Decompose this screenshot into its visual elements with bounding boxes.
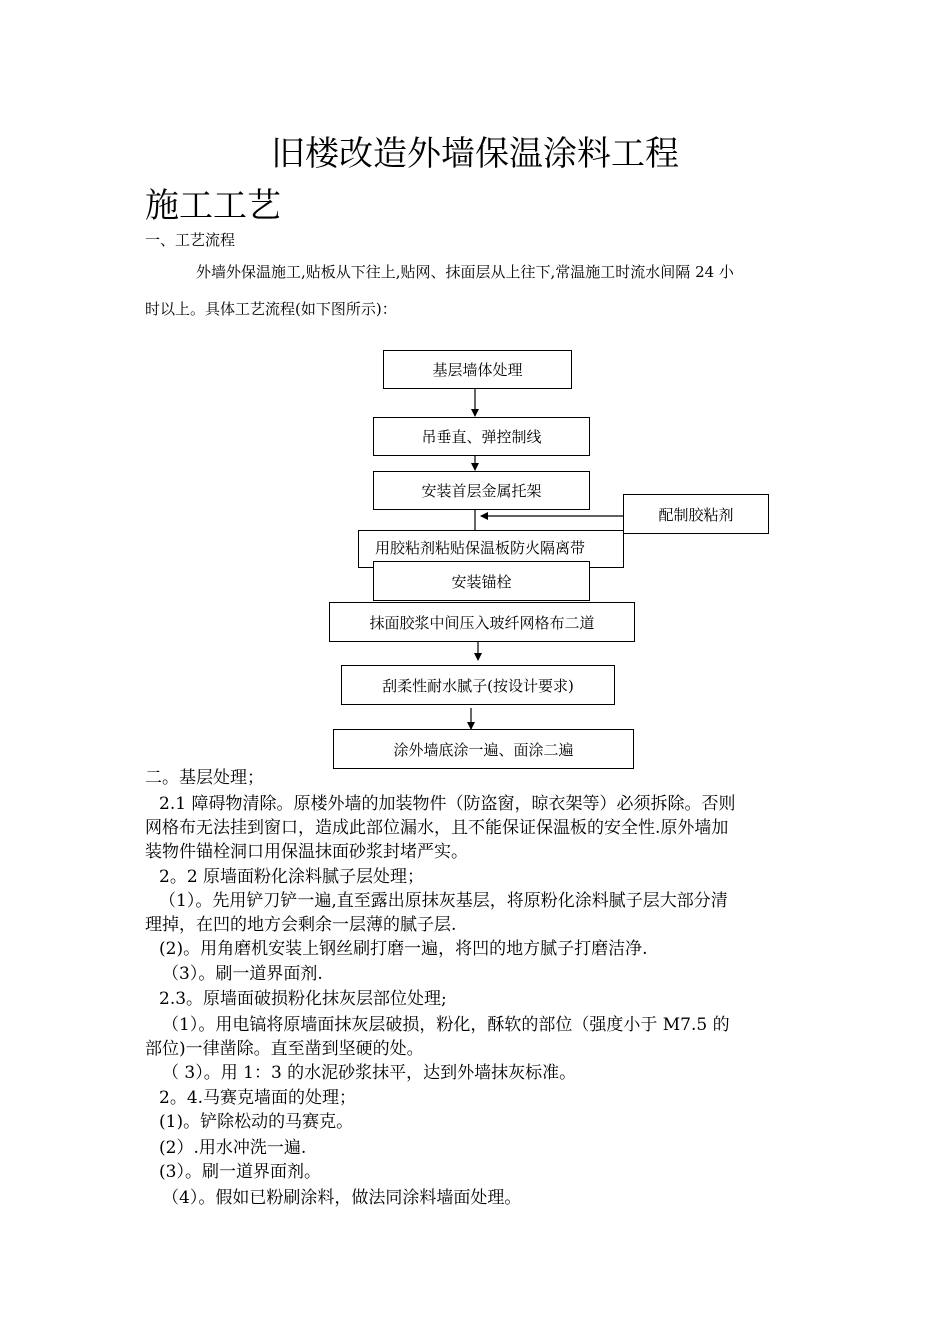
section2-text-line: （1）。用电镐将原墙面抹灰层破损，粉化，酥软的部位（强度小于 M7.5 的 xyxy=(162,1015,730,1035)
section2-text-line: (2)。用角磨机安装上钢丝刷打磨一遍，将凹的地方腻子打磨洁净. xyxy=(159,939,648,959)
flow-step-mesh: 抹面胶浆中间压入玻纤网格布二道 xyxy=(329,602,635,642)
section2-subheading: 2。2 原墙面粉化涂料腻子层处理； xyxy=(159,867,425,887)
section2-text-line: (1)。铲除松动的马赛克。 xyxy=(159,1112,354,1132)
document-title: 旧楼改造外墙保温涂料工程 xyxy=(271,134,679,174)
section2-text-line: 2.1 障碍物清除。原楼外墙的加装物件（防盗窗，晾衣架等）必须拆除。否则 xyxy=(159,794,736,814)
section1-heading: 一、工艺流程 xyxy=(145,231,236,249)
section2-subheading: 2.3。原墙面破损粉化抹灰层部位处理; xyxy=(159,989,447,1009)
section2-text-line: （4）。假如已粉刷涂料，做法同涂料墙面处理。 xyxy=(162,1188,522,1208)
section2-text-line: (3）。刷一道界面剂。 xyxy=(159,1162,321,1182)
section2-text-line: （ 3）。用 1：3 的水泥砂浆抹平，达到外墙抹灰标准。 xyxy=(162,1063,577,1083)
section1-paragraph-line2: 时以上。具体工艺流程(如下图所示)： xyxy=(145,300,397,318)
section2-text-line: 装物件锚栓洞口用保温抹面砂浆封堵严实。 xyxy=(145,842,468,862)
flow-step-anchors: 安装锚栓 xyxy=(373,561,590,601)
flow-step-substrate: 基层墙体处理 xyxy=(383,350,572,389)
section2-text-line: (2）.用水冲洗一遍. xyxy=(159,1138,307,1158)
flow-step-bond-board: 用胶粘剂粘贴保温板防火隔离带 xyxy=(358,530,624,568)
section2-text-line: 网格布无法挂到窗口，造成此部位漏水，且不能保证保温板的安全性.原外墙加 xyxy=(145,818,729,838)
section2-heading: 二。基层处理； xyxy=(145,768,264,788)
section2-text-line: （1）。先用铲刀铲一遍,直至露出原抹灰基层，将原粉化涂料腻子层大部分清 xyxy=(159,891,728,911)
flow-step-prepare-adhesive: 配制胶粘剂 xyxy=(623,494,769,534)
flow-step-putty: 刮柔性耐水腻子(按设计要求) xyxy=(341,665,615,705)
flow-step-coating: 涂外墙底涂一遍、面涂二遍 xyxy=(333,729,634,769)
section2-text-line: （3）。刷一道界面剂. xyxy=(162,964,323,984)
section2-text-line: 理掉，在凹的地方会剩余一层薄的腻子层. xyxy=(145,915,457,935)
section2-subheading: 2。4.马赛克墙面的处理； xyxy=(159,1088,357,1108)
flow-step-plumb-lines: 吊垂直、弹控制线 xyxy=(373,417,590,456)
flow-step-metal-bracket: 安装首层金属托架 xyxy=(373,471,590,510)
section2-text-line: 部位)一律凿除。直至凿到坚硬的处。 xyxy=(145,1039,424,1059)
section1-paragraph-line1: 外墙外保温施工,贴板从下往上,贴网、抹面层从上往下,常温施工时流水间隔 24 小 xyxy=(196,263,734,281)
document-subtitle: 施工工艺 xyxy=(145,186,281,226)
